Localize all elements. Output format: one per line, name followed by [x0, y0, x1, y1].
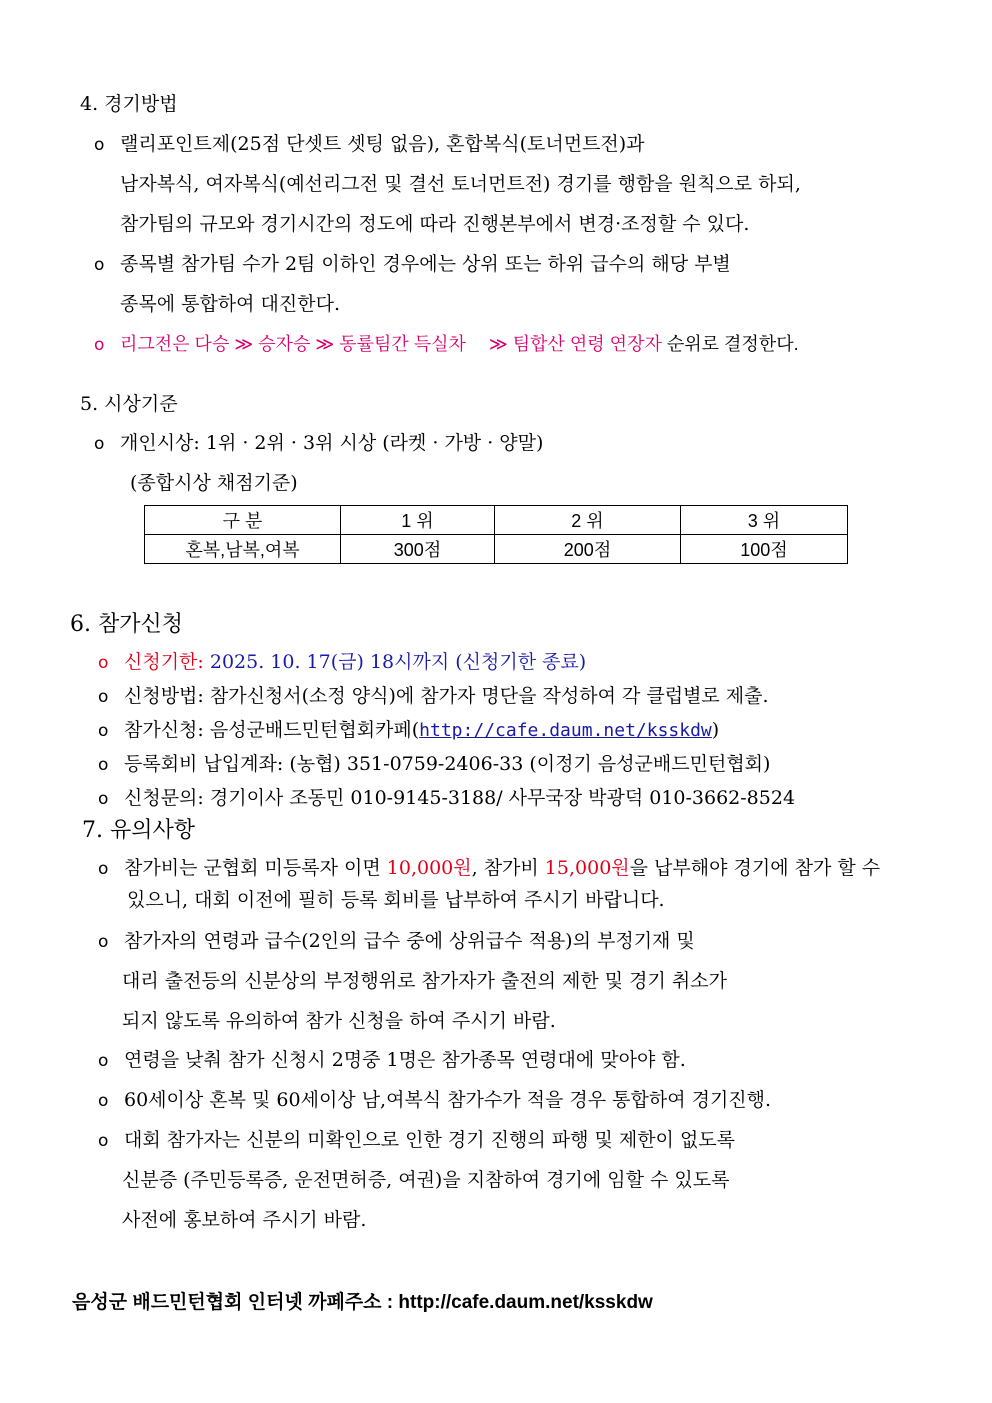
s7-b5-line3: 사전에 홍보하여 주시기 바람.: [122, 1209, 367, 1231]
s4-b2-line2: 종목에 통합하여 대진한다.: [120, 293, 341, 315]
bullet-icon: [98, 649, 124, 676]
table-row: [145, 535, 848, 564]
s6-account-text: 등록회비 납입계좌: (농협) 351-0759-2406-33 (이정기 음성군배드민턴협회): [124, 753, 771, 775]
s7-b1-part2: , 참가비: [471, 857, 545, 879]
s6-contact-text: 신청문의: 경기이사 조동민 010-9145-3188/ 사무국장 박광덕 010-3662-8524: [124, 787, 796, 809]
s4-bullet-1: [94, 131, 645, 158]
section-6-title: 6. 참가신청: [70, 612, 183, 637]
section-7-title: 7. 유의사항: [82, 818, 195, 843]
table-header-cell: 1 위: [341, 506, 495, 535]
s4-b2-line1: 종목별 참가팀 수가 2팀 이하인 경우에는 상위 또는 하위 급수의 해당 부별: [120, 253, 731, 275]
s5-b1: 개인시상: 1위 · 2위 · 3위 시상 (라켓 · 가방 · 양말): [120, 432, 544, 454]
s6-method-text: 신청방법: 참가신청서(소정 양식)에 참가자 명단을 작성하여 각 클럽별로 제출.: [124, 685, 769, 707]
s7-b1-part3: 을 납부해야 경기에 참가 할 수: [629, 857, 881, 879]
s7-bullet-4: [98, 1087, 771, 1114]
s4-b3-rest: 순위로 결정한다.: [661, 334, 799, 354]
table-header-row: [145, 506, 848, 535]
bullet-icon: [98, 1127, 124, 1154]
section-5-title: 5. 시상기준: [80, 393, 178, 415]
bullet-icon: [98, 855, 124, 882]
table-header-cell: 3 위: [681, 506, 848, 535]
section-4-title: 4. 경기방법: [80, 93, 178, 115]
bullet-icon: [94, 131, 120, 158]
table-cell: 100점: [681, 535, 848, 564]
bullet-icon: [98, 928, 124, 955]
bullet-icon: [98, 1087, 124, 1114]
s4-b1-line3: 참가팀의 규모와 경기시간의 정도에 따라 진행본부에서 변경·조정할 수 있다.: [120, 213, 750, 235]
s6-apply: [98, 717, 719, 744]
table-header-cell: 2 위: [495, 506, 681, 535]
s7-b1-part1: 참가비는 군협회 미등록자 이면: [124, 857, 387, 879]
s7-b2-line3: 되지 않도록 유의하여 참가 신청을 하여 주시기 바람.: [122, 1010, 556, 1032]
table-header-cell: 구 분: [145, 506, 341, 535]
s4-b1-line2: 남자복식, 여자복식(예선리그전 및 결선 토너먼트전) 경기를 행함을 원칙으로 하되,: [120, 173, 801, 195]
s7-b2-line2: 대리 출전등의 신분상의 부정행위로 참가자가 출전의 제한 및 경기 취소가: [122, 970, 727, 992]
s6-deadline-value: 2025. 10. 17(금) 18시까지 (신청기한 종료): [203, 651, 587, 673]
s7-b4-text: 60세이상 혼복 및 60세이상 남,여복식 참가수가 적을 경우 통합하여 경기진행.: [124, 1089, 772, 1111]
table-cell: 200점: [495, 535, 681, 564]
s7-bullet-1: [98, 855, 880, 882]
s6-contact: [98, 785, 795, 812]
s7-bullet-5: [98, 1127, 735, 1154]
s4-b3-colored: 리그전은 다승 ≫ 승자승 ≫ 동률팀간 득실차 ≫ 팀합산 연령 연장자: [120, 334, 662, 354]
s6-deadline-label: 신청기한:: [124, 651, 204, 673]
s5-bullet-1: [94, 430, 543, 457]
s7-b1-fee2: 15,000원: [544, 857, 630, 879]
score-table: [144, 505, 848, 564]
s7-bullet-3: [98, 1047, 686, 1074]
s7-b2-line1: 참가자의 연령과 급수(2인의 급수 중에 상위급수 적용)의 부정기재 및: [124, 930, 695, 952]
bullet-icon: [98, 1047, 124, 1074]
bullet-icon: [98, 683, 124, 710]
cafe-link[interactable]: http://cafe.daum.net/ksskdw: [419, 720, 712, 741]
s4-bullet-2: [94, 251, 731, 278]
s6-apply-suffix: ): [711, 719, 720, 741]
s7-b5-line1: 대회 참가자는 신분의 미확인으로 인한 경기 진행의 파행 및 제한이 없도록: [124, 1129, 736, 1151]
bullet-icon: [94, 331, 120, 358]
s6-account: [98, 751, 770, 778]
s4-b1-line1: 랠리포인트제(25점 단셋트 셋팅 없음), 혼합복식(토너먼트전)과: [120, 133, 645, 155]
s6-apply-prefix: 참가신청: 음성군배드민턴협회카페(: [124, 719, 420, 741]
bullet-icon: [98, 785, 124, 812]
table-cell: 300점: [341, 535, 495, 564]
s5-note: (종합시상 채점기준): [130, 472, 298, 494]
s6-method: [98, 683, 769, 710]
bullet-icon: [98, 751, 124, 778]
s4-bullet-3: [94, 331, 799, 358]
bullet-icon: [98, 717, 124, 744]
s7-bullet-2: [98, 928, 695, 955]
s6-deadline: [98, 649, 586, 676]
bullet-icon: [94, 251, 120, 278]
s7-b5-line2: 신분증 (주민등록증, 운전면허증, 여권)을 지참하여 경기에 임할 수 있도록: [122, 1169, 730, 1191]
bullet-icon: [94, 430, 120, 457]
s7-b3-text: 연령을 낮춰 참가 신청시 2명중 1명은 참가종목 연령대에 맞아야 함.: [124, 1049, 686, 1071]
footer-cafe-address: 음성군 배드민턴협회 인터넷 까페주소 : http://cafe.daum.net/ksskdw: [72, 1292, 653, 1313]
s7-b1-fee1: 10,000원: [386, 857, 472, 879]
table-cell: 혼복,남복,여복: [145, 535, 341, 564]
s7-b1-line2: 있으니, 대회 이전에 필히 등록 회비를 납부하여 주시기 바랍니다.: [127, 889, 665, 911]
